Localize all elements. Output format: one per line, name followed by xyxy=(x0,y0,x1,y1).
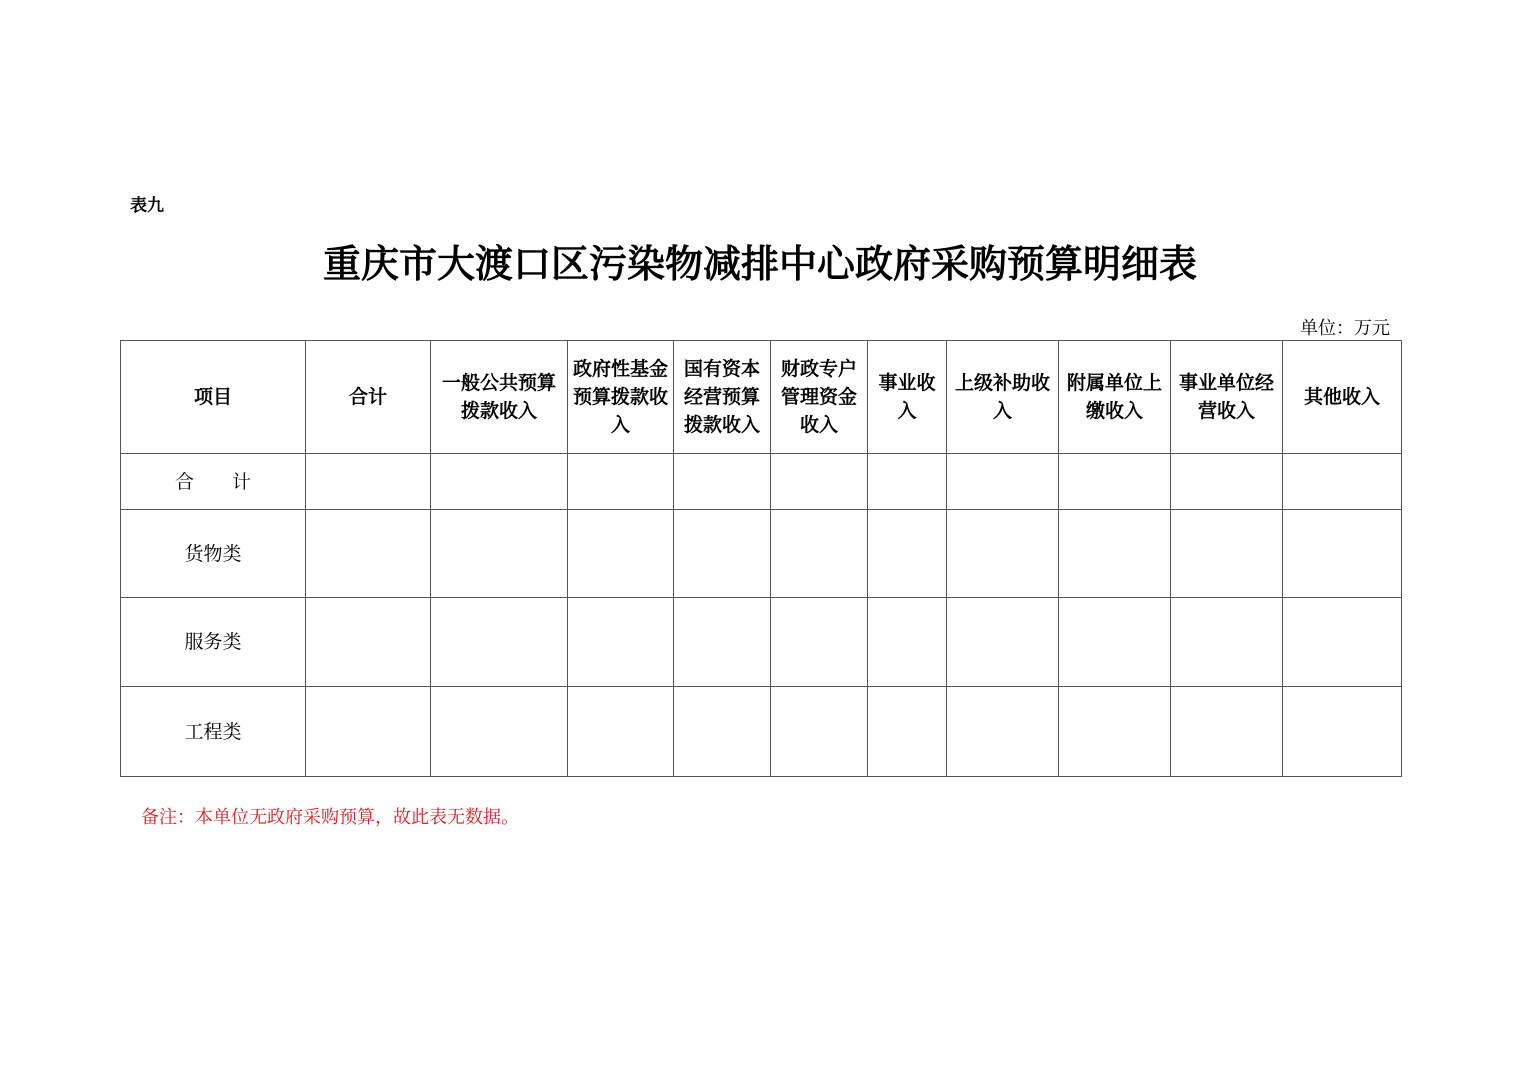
table-cell xyxy=(1283,454,1402,510)
table-row-goods xyxy=(121,510,1402,598)
table-cell xyxy=(568,687,674,777)
table-cell xyxy=(306,687,431,777)
table-cell xyxy=(947,510,1059,598)
table-cell xyxy=(1283,598,1402,687)
table-cell xyxy=(568,598,674,687)
table-cell xyxy=(771,510,868,598)
unit-label: 单位：万元 xyxy=(1300,318,1390,339)
column-header-other-income: 其他收入 xyxy=(1283,341,1402,454)
row-label: 货物类 xyxy=(121,510,306,598)
table-cell xyxy=(431,598,568,687)
column-header-total: 合计 xyxy=(306,341,431,454)
table-cell xyxy=(1059,454,1171,510)
table-cell xyxy=(674,687,771,777)
column-header-special-account: 财政专户管理资金收入 xyxy=(771,341,868,454)
table-cell xyxy=(674,598,771,687)
column-header-business-income: 事业收入 xyxy=(868,341,947,454)
table-row-total xyxy=(121,454,1402,510)
footnote-remark: 备注：本单位无政府采购预算，故此表无数据。 xyxy=(141,807,519,828)
table-cell xyxy=(771,598,868,687)
table-cell xyxy=(431,454,568,510)
table-cell xyxy=(868,598,947,687)
column-header-item: 项目 xyxy=(121,341,306,454)
table-cell xyxy=(868,687,947,777)
table-number: 表九 xyxy=(130,196,164,216)
table-cell xyxy=(1171,598,1283,687)
row-label: 合 计 xyxy=(121,454,306,510)
table-cell xyxy=(1171,687,1283,777)
table-cell xyxy=(568,454,674,510)
column-header-general-public-budget: 一般公共预算拨款收入 xyxy=(431,341,568,454)
table-cell xyxy=(1059,598,1171,687)
table-cell xyxy=(674,510,771,598)
table-cell xyxy=(947,598,1059,687)
column-header-superior-subsidy: 上级补助收入 xyxy=(947,341,1059,454)
table-cell xyxy=(868,454,947,510)
column-header-state-capital: 国有资本经营预算拨款收入 xyxy=(674,341,771,454)
table-cell xyxy=(431,687,568,777)
table-cell xyxy=(674,454,771,510)
table-cell xyxy=(431,510,568,598)
table-cell xyxy=(306,598,431,687)
table-header-row xyxy=(121,341,1402,454)
table-cell xyxy=(1283,510,1402,598)
table-cell xyxy=(1059,687,1171,777)
procurement-budget-table xyxy=(120,340,1402,777)
table-cell xyxy=(868,510,947,598)
table-cell xyxy=(1171,510,1283,598)
table-cell xyxy=(306,510,431,598)
table-cell xyxy=(771,454,868,510)
column-header-operating-income: 事业单位经营收入 xyxy=(1171,341,1283,454)
document-title: 重庆市大渡口区污染物减排中心政府采购预算明细表 xyxy=(322,241,1197,286)
column-header-government-fund: 政府性基金预算拨款收入 xyxy=(568,341,674,454)
table-cell xyxy=(1283,687,1402,777)
row-label: 服务类 xyxy=(121,598,306,687)
column-header-affiliated-remittance: 附属单位上缴收入 xyxy=(1059,341,1171,454)
table-cell xyxy=(947,687,1059,777)
table-cell xyxy=(771,687,868,777)
table-cell xyxy=(947,454,1059,510)
table-row-services xyxy=(121,598,1402,687)
row-label: 工程类 xyxy=(121,687,306,777)
table-cell xyxy=(306,454,431,510)
table-cell xyxy=(568,510,674,598)
table-cell xyxy=(1059,510,1171,598)
table-row-projects xyxy=(121,687,1402,777)
table-cell xyxy=(1171,454,1283,510)
